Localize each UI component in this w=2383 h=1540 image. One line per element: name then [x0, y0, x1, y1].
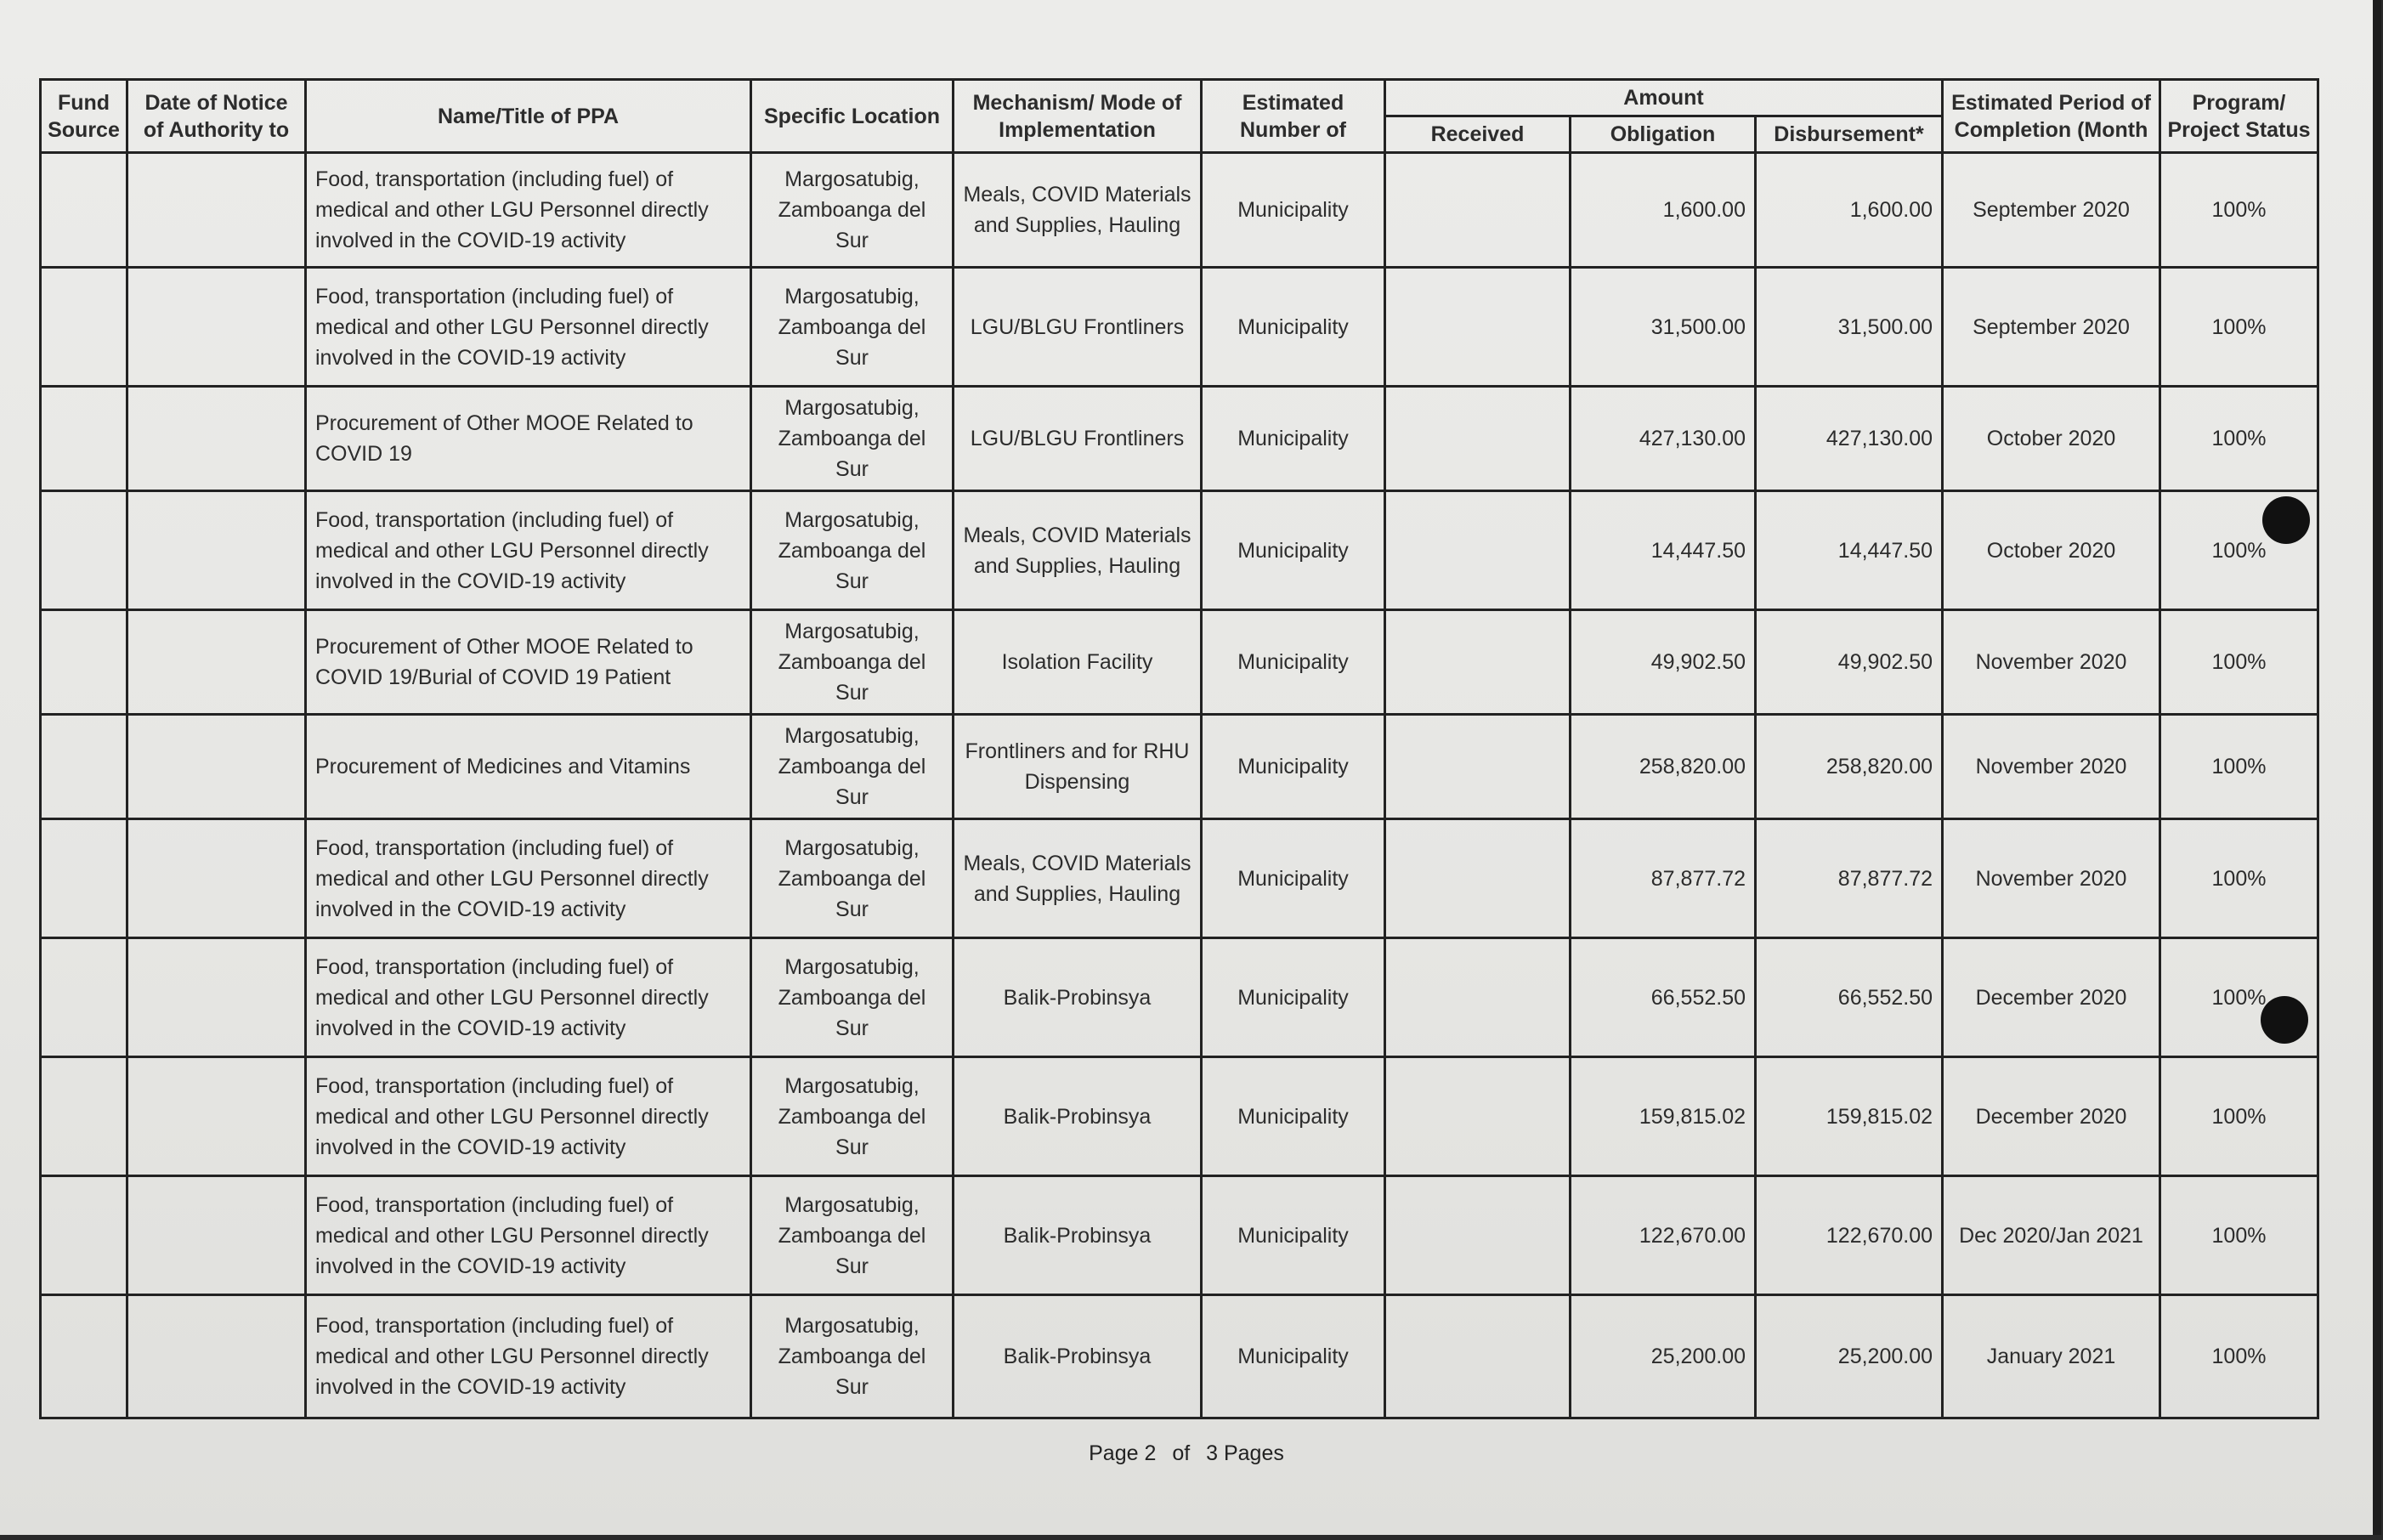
- header-estimated-number: Estimated Number of: [1202, 80, 1385, 153]
- disbursement-cell: 49,902.50: [1756, 610, 1943, 715]
- status-cell: 100%: [2160, 268, 2318, 387]
- table-row: [41, 1057, 2318, 1176]
- received-cell: [1385, 1057, 1571, 1176]
- period-cell: September 2020: [1943, 153, 2160, 268]
- date-notice-cell: [127, 1176, 306, 1295]
- fund-source-cell: [41, 938, 127, 1057]
- date-notice-cell: [127, 819, 306, 938]
- received-cell: [1385, 819, 1571, 938]
- location-cell: Margosatubig, Zamboanga del Sur: [751, 1176, 954, 1295]
- estimated-number-cell: Municipality: [1202, 715, 1385, 819]
- estimated-number-cell: Municipality: [1202, 268, 1385, 387]
- period-cell: November 2020: [1943, 819, 2160, 938]
- fund-source-cell: [41, 1176, 127, 1295]
- location-cell: Margosatubig, Zamboanga del Sur: [751, 1295, 954, 1418]
- ppa-title-cell: Food, transportation (including fuel) of medical and other LGU Personnel directly involved in the COVID-19 activity: [306, 153, 751, 268]
- table-row: [41, 819, 2318, 938]
- fund-source-cell: [41, 387, 127, 491]
- location-cell: Margosatubig, Zamboanga del Sur: [751, 387, 954, 491]
- disbursement-cell: 14,447.50: [1756, 491, 1943, 610]
- date-notice-cell: [127, 938, 306, 1057]
- status-cell: 100%: [2160, 491, 2318, 610]
- received-cell: [1385, 1295, 1571, 1418]
- received-cell: [1385, 387, 1571, 491]
- obligation-cell: 31,500.00: [1571, 268, 1756, 387]
- mechanism-cell: Meals, COVID Materials and Supplies, Hauling: [954, 491, 1202, 610]
- header-date-notice: Date of Notice of Authority to: [127, 80, 306, 153]
- period-cell: January 2021: [1943, 1295, 2160, 1418]
- received-cell: [1385, 268, 1571, 387]
- header-obligation: Obligation: [1571, 116, 1756, 153]
- location-cell: Margosatubig, Zamboanga del Sur: [751, 153, 954, 268]
- mechanism-cell: Meals, COVID Materials and Supplies, Hauling: [954, 819, 1202, 938]
- obligation-cell: 122,670.00: [1571, 1176, 1756, 1295]
- received-cell: [1385, 938, 1571, 1057]
- location-cell: Margosatubig, Zamboanga del Sur: [751, 819, 954, 938]
- period-cell: September 2020: [1943, 268, 2160, 387]
- period-cell: December 2020: [1943, 1057, 2160, 1176]
- table-row: [41, 268, 2318, 387]
- mechanism-cell: Isolation Facility: [954, 610, 1202, 715]
- date-notice-cell: [127, 491, 306, 610]
- obligation-cell: 66,552.50: [1571, 938, 1756, 1057]
- ppa-title-cell: Procurement of Medicines and Vitamins: [306, 715, 751, 819]
- obligation-cell: 1,600.00: [1571, 153, 1756, 268]
- status-cell: 100%: [2160, 153, 2318, 268]
- table-row: [41, 387, 2318, 491]
- location-cell: Margosatubig, Zamboanga del Sur: [751, 268, 954, 387]
- ppa-title-cell: Food, transportation (including fuel) of medical and other LGU Personnel directly involved in the COVID-19 activity: [306, 1057, 751, 1176]
- mechanism-cell: Balik-Probinsya: [954, 938, 1202, 1057]
- mechanism-cell: LGU/BLGU Frontliners: [954, 387, 1202, 491]
- date-notice-cell: [127, 610, 306, 715]
- location-cell: Margosatubig, Zamboanga del Sur: [751, 938, 954, 1057]
- ppa-title-cell: Food, transportation (including fuel) of medical and other LGU Personnel directly involved in the COVID-19 activity: [306, 938, 751, 1057]
- estimated-number-cell: Municipality: [1202, 1057, 1385, 1176]
- obligation-cell: 258,820.00: [1571, 715, 1756, 819]
- header-amount: Amount: [1385, 80, 1943, 116]
- page-of-label: of: [1172, 1441, 1191, 1465]
- page-total-label: 3 Pages: [1206, 1441, 1284, 1465]
- table-row: [41, 153, 2318, 268]
- page-label: Page 2: [1089, 1441, 1157, 1465]
- status-cell: 100%: [2160, 1176, 2318, 1295]
- status-cell: 100%: [2160, 1295, 2318, 1418]
- table-row: [41, 1295, 2318, 1418]
- location-cell: Margosatubig, Zamboanga del Sur: [751, 715, 954, 819]
- header-location: Specific Location: [751, 80, 954, 153]
- date-notice-cell: [127, 387, 306, 491]
- disbursement-cell: 31,500.00: [1756, 268, 1943, 387]
- obligation-cell: 159,815.02: [1571, 1057, 1756, 1176]
- estimated-number-cell: Municipality: [1202, 938, 1385, 1057]
- ppa-title-cell: Food, transportation (including fuel) of medical and other LGU Personnel directly involved in the COVID-19 activity: [306, 819, 751, 938]
- location-cell: Margosatubig, Zamboanga del Sur: [751, 610, 954, 715]
- ppa-title-cell: Procurement of Other MOOE Related to COVID 19: [306, 387, 751, 491]
- mechanism-cell: LGU/BLGU Frontliners: [954, 268, 1202, 387]
- estimated-number-cell: Municipality: [1202, 491, 1385, 610]
- disbursement-cell: 159,815.02: [1756, 1057, 1943, 1176]
- estimated-number-cell: Municipality: [1202, 387, 1385, 491]
- date-notice-cell: [127, 715, 306, 819]
- disbursement-cell: 25,200.00: [1756, 1295, 1943, 1418]
- period-cell: October 2020: [1943, 387, 2160, 491]
- estimated-number-cell: Municipality: [1202, 1176, 1385, 1295]
- fund-source-cell: [41, 610, 127, 715]
- estimated-number-cell: Municipality: [1202, 1295, 1385, 1418]
- fund-source-cell: [41, 1295, 127, 1418]
- period-cell: October 2020: [1943, 491, 2160, 610]
- status-cell: 100%: [2160, 715, 2318, 819]
- header-status: Program/ Project Status: [2160, 80, 2318, 153]
- mechanism-cell: Balik-Probinsya: [954, 1057, 1202, 1176]
- disbursement-cell: 87,877.72: [1756, 819, 1943, 938]
- table-row: [41, 1176, 2318, 1295]
- fund-source-cell: [41, 491, 127, 610]
- obligation-cell: 49,902.50: [1571, 610, 1756, 715]
- fund-source-cell: [41, 268, 127, 387]
- received-cell: [1385, 153, 1571, 268]
- obligation-cell: 25,200.00: [1571, 1295, 1756, 1418]
- obligation-cell: 14,447.50: [1571, 491, 1756, 610]
- location-cell: Margosatubig, Zamboanga del Sur: [751, 491, 954, 610]
- header-name-title: Name/Title of PPA: [306, 80, 751, 153]
- period-cell: November 2020: [1943, 610, 2160, 715]
- estimated-number-cell: Municipality: [1202, 610, 1385, 715]
- ppa-title-cell: Food, transportation (including fuel) of medical and other LGU Personnel directly involved in the COVID-19 activity: [306, 1176, 751, 1295]
- received-cell: [1385, 610, 1571, 715]
- date-notice-cell: [127, 1057, 306, 1176]
- status-cell: 100%: [2160, 1057, 2318, 1176]
- table-row: [41, 938, 2318, 1057]
- ppa-title-cell: Food, transportation (including fuel) of medical and other LGU Personnel directly involved in the COVID-19 activity: [306, 268, 751, 387]
- ppa-title-cell: Food, transportation (including fuel) of medical and other LGU Personnel directly involved in the COVID-19 activity: [306, 1295, 751, 1418]
- disbursement-cell: 1,600.00: [1756, 153, 1943, 268]
- header-disbursement: Disbursement*: [1756, 116, 1943, 153]
- mechanism-cell: Frontliners and for RHU Dispensing: [954, 715, 1202, 819]
- mechanism-cell: Meals, COVID Materials and Supplies, Hauling: [954, 153, 1202, 268]
- fund-source-cell: [41, 1057, 127, 1176]
- ppa-title-cell: Food, transportation (including fuel) of medical and other LGU Personnel directly involved in the COVID-19 activity: [306, 491, 751, 610]
- period-cell: November 2020: [1943, 715, 2160, 819]
- mechanism-cell: Balik-Probinsya: [954, 1176, 1202, 1295]
- table-row: [41, 715, 2318, 819]
- received-cell: [1385, 715, 1571, 819]
- status-cell: 100%: [2160, 387, 2318, 491]
- fund-source-cell: [41, 819, 127, 938]
- received-cell: [1385, 491, 1571, 610]
- fund-source-cell: [41, 715, 127, 819]
- obligation-cell: 427,130.00: [1571, 387, 1756, 491]
- estimated-number-cell: Municipality: [1202, 819, 1385, 938]
- disbursement-cell: 427,130.00: [1756, 387, 1943, 491]
- status-cell: 100%: [2160, 610, 2318, 715]
- status-cell: 100%: [2160, 938, 2318, 1057]
- status-cell: 100%: [2160, 819, 2318, 938]
- table-row: [41, 610, 2318, 715]
- date-notice-cell: [127, 1295, 306, 1418]
- header-fund-source: Fund Source: [41, 80, 127, 153]
- table-row: [41, 491, 2318, 610]
- page-number: [0, 1441, 2373, 1466]
- fund-source-cell: [41, 153, 127, 268]
- disbursement-cell: 122,670.00: [1756, 1176, 1943, 1295]
- mechanism-cell: Balik-Probinsya: [954, 1295, 1202, 1418]
- ppa-table: [39, 78, 2319, 1419]
- obligation-cell: 87,877.72: [1571, 819, 1756, 938]
- header-mechanism: Mechanism/ Mode of Implementation: [954, 80, 1202, 153]
- estimated-number-cell: Municipality: [1202, 153, 1385, 268]
- received-cell: [1385, 1176, 1571, 1295]
- ppa-title-cell: Procurement of Other MOOE Related to COVID 19/Burial of COVID 19 Patient: [306, 610, 751, 715]
- period-cell: Dec 2020/Jan 2021: [1943, 1176, 2160, 1295]
- date-notice-cell: [127, 268, 306, 387]
- punch-hole: [2262, 496, 2310, 544]
- period-cell: December 2020: [1943, 938, 2160, 1057]
- header-received: Received: [1385, 116, 1571, 153]
- punch-hole: [2261, 996, 2308, 1044]
- header-period: Estimated Period of Completion (Month: [1943, 80, 2160, 153]
- disbursement-cell: 66,552.50: [1756, 938, 1943, 1057]
- location-cell: Margosatubig, Zamboanga del Sur: [751, 1057, 954, 1176]
- date-notice-cell: [127, 153, 306, 268]
- disbursement-cell: 258,820.00: [1756, 715, 1943, 819]
